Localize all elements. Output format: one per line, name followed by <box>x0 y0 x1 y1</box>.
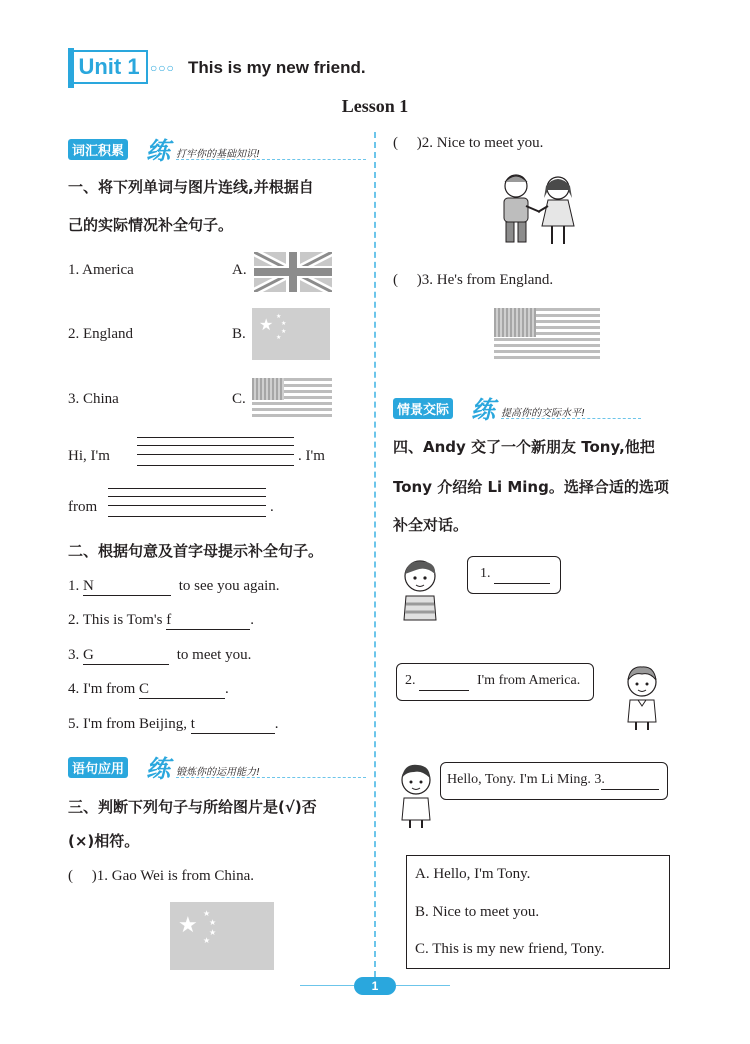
s3-paren-2[interactable]: ( ) <box>393 135 422 151</box>
andy-illustration <box>396 556 444 622</box>
unit-label: Unit 1 <box>70 50 148 84</box>
svg-text:★: ★ <box>209 928 217 937</box>
im-text: . I'm <box>298 448 325 464</box>
s2-blank-5[interactable]: t <box>191 716 275 734</box>
svg-text:★: ★ <box>276 313 282 320</box>
option-a: A. Hello, I'm Tony. <box>415 866 531 882</box>
hi-im-text: Hi, I'm <box>68 448 110 464</box>
speech-bubble-2: 2. I'm from America. <box>396 663 594 701</box>
from-period: . <box>270 499 274 515</box>
page-number: 1 <box>354 977 396 995</box>
unit-title: This is my new friend. <box>188 58 366 77</box>
s2-item-5: 5. I'm from Beijing, t . <box>68 716 279 732</box>
options-box <box>406 855 670 969</box>
sentence-banner-sub: 锻炼你的运用能力! <box>176 767 261 778</box>
china-flag-b <box>252 308 330 360</box>
usa-flag-q3 <box>494 308 600 362</box>
s2-item-3: 3. G to meet you. <box>68 647 252 663</box>
scene-banner-sub: 提高你的交际水平! <box>501 408 586 419</box>
scene-banner-big: 练 <box>471 396 495 424</box>
letter-b: B. <box>232 326 246 342</box>
s2-blank-2[interactable]: f <box>166 612 250 630</box>
li-ming-illustration <box>394 760 438 830</box>
greeting-children-illustration <box>490 170 586 250</box>
s2-blank-3[interactable]: G <box>83 647 169 665</box>
s3-paren-1[interactable]: ( ) <box>68 868 97 884</box>
column-divider <box>374 132 376 977</box>
lesson-title: Lesson 1 <box>341 96 409 116</box>
s3-item-2: ( )2. Nice to meet you. <box>393 135 544 151</box>
word-england: 2. England <box>68 326 133 342</box>
section2-heading: 二、根据句意及首字母提示补全句子。 <box>68 542 324 560</box>
dialogue-blank-1[interactable] <box>494 567 550 584</box>
country-writing-lines[interactable] <box>108 488 266 524</box>
word-china: 3. China <box>68 391 119 407</box>
dialogue-blank-2[interactable] <box>419 674 469 691</box>
from-text: from <box>68 499 98 515</box>
section4-heading-line2: Tony 介绍给 Li Ming。选择合适的选项 <box>393 478 669 496</box>
sentence-banner <box>68 755 308 783</box>
section1-heading-line1: 一、将下列单词与图片连线,并根据自 <box>68 178 314 196</box>
option-c: C. This is my new friend, Tony. <box>415 941 605 957</box>
s3-item-1: ( )1. Gao Wei is from China. <box>68 868 254 884</box>
sentence-banner-big: 练 <box>146 755 170 783</box>
china-flag-q1 <box>170 902 274 970</box>
scene-banner-tag: 情景交际 <box>393 398 453 419</box>
svg-text:★: ★ <box>178 913 198 938</box>
usa-flag-c <box>252 378 332 418</box>
vocab-banner-big: 练 <box>146 137 170 165</box>
section4-heading-line3: 补全对话。 <box>393 516 469 534</box>
letter-c: C. <box>232 391 246 407</box>
svg-text:★: ★ <box>259 315 274 334</box>
s3-paren-3[interactable]: ( ) <box>393 272 422 288</box>
section1-heading-line2: 己的实际情况补全句子。 <box>68 216 234 234</box>
unit-dots: ○○○ <box>150 61 175 75</box>
s3-item-3: ( )3. He's from England. <box>393 272 554 288</box>
word-america: 1. America <box>68 262 134 278</box>
section3-heading-line1: 三、判断下列句子与所给图片是(√)否 <box>68 798 317 816</box>
svg-text:★: ★ <box>203 936 211 945</box>
letter-a: A. <box>232 262 247 278</box>
sentence-banner-tag: 语句应用 <box>68 757 128 778</box>
s2-blank-4[interactable]: C <box>139 681 225 699</box>
svg-text:★: ★ <box>209 918 217 927</box>
speech-bubble-3: Hello, Tony. I'm Li Ming. 3. <box>440 762 668 800</box>
section3-heading-line2: (×)相符。 <box>68 832 140 850</box>
uk-flag <box>254 252 332 292</box>
vocab-banner-sub: 打牢你的基础知识! <box>176 149 261 160</box>
speech-bubble-1: 1. <box>467 556 561 594</box>
vocab-banner-tag: 词汇积累 <box>68 139 128 160</box>
svg-text:★: ★ <box>281 320 287 327</box>
name-writing-lines[interactable] <box>137 437 294 473</box>
svg-text:★: ★ <box>281 328 287 335</box>
svg-text:★: ★ <box>203 909 211 918</box>
s2-item-2: 2. This is Tom's f . <box>68 612 254 628</box>
dialogue-blank-3[interactable] <box>601 773 659 790</box>
section4-heading-line1: 四、Andy 交了一个新朋友 Tony,他把 <box>393 438 655 456</box>
option-b: B. Nice to meet you. <box>415 904 540 920</box>
svg-text:★: ★ <box>276 334 282 341</box>
s2-item-1: 1. N to see you again. <box>68 578 280 594</box>
vocab-banner <box>68 137 308 165</box>
s2-item-4: 4. I'm from C . <box>68 681 229 697</box>
s2-blank-1[interactable]: N <box>83 578 171 596</box>
tony-illustration <box>620 662 664 732</box>
scene-banner <box>393 396 643 424</box>
